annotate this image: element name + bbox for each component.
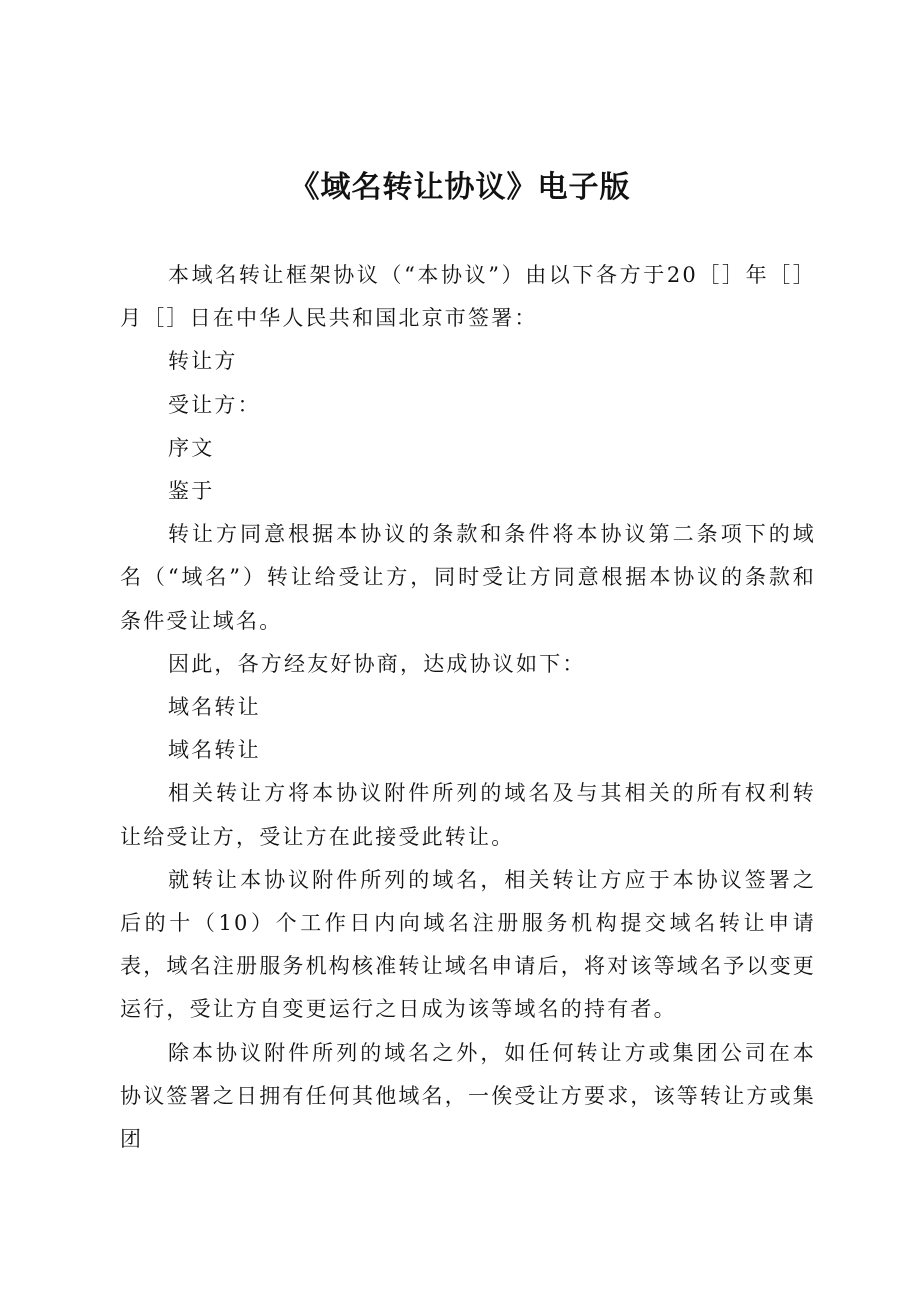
paragraph-agreement-intro: 因此，各方经友好协商，达成协议如下： [168,651,586,676]
paragraph-transferor: 转让方 [168,349,238,374]
section-heading-domain-transfer: 域名转让 [168,695,261,720]
paragraph-transferee: 受让方： [168,392,261,417]
paragraph-recital-body: 转让方同意根据本协议的条款和条件将本协议第二条项下的域名（“域名”）转让给受让方，同时受让方同意根据本协议的条款和条件受让域名。 [120,522,816,633]
document-title: 《域名转让协议》电子版 [289,170,631,205]
clause-other-domains: 除本协议附件所列的域名之外，如任何转让方或集团公司在本协议签署之日拥有任何其他域名，一俟受让方要求，该等转让方或集团 [120,1040,816,1152]
clause-transfer-of-rights: 相关转让方将本协议附件所列的域名及与其相关的所有权利转让给受让方，受让方在此接受此转让。 [120,781,816,849]
paragraph-recitals-heading: 序文 [168,435,215,460]
clause-transfer-application: 就转让本协议附件所列的域名，相关转让方应于本协议签署之后的十（10）个工作日内向域名注册服务机构提交域名转让申请表，域名注册服务机构核准转让域名申请后，将对该等域名予以变更运行，受让方自变更运行之日成为该等域名的持有者。 [120,867,816,1022]
subsection-heading-domain-transfer: 域名转让 [168,738,261,763]
paragraph-whereas: 鉴于 [168,479,215,504]
paragraph-preamble: 本域名转让框架协议（“本协议”）由以下各方于20［］年［］月［］日在中华人民共和国北京市签署： [120,263,816,331]
document-body [120,254,816,1161]
